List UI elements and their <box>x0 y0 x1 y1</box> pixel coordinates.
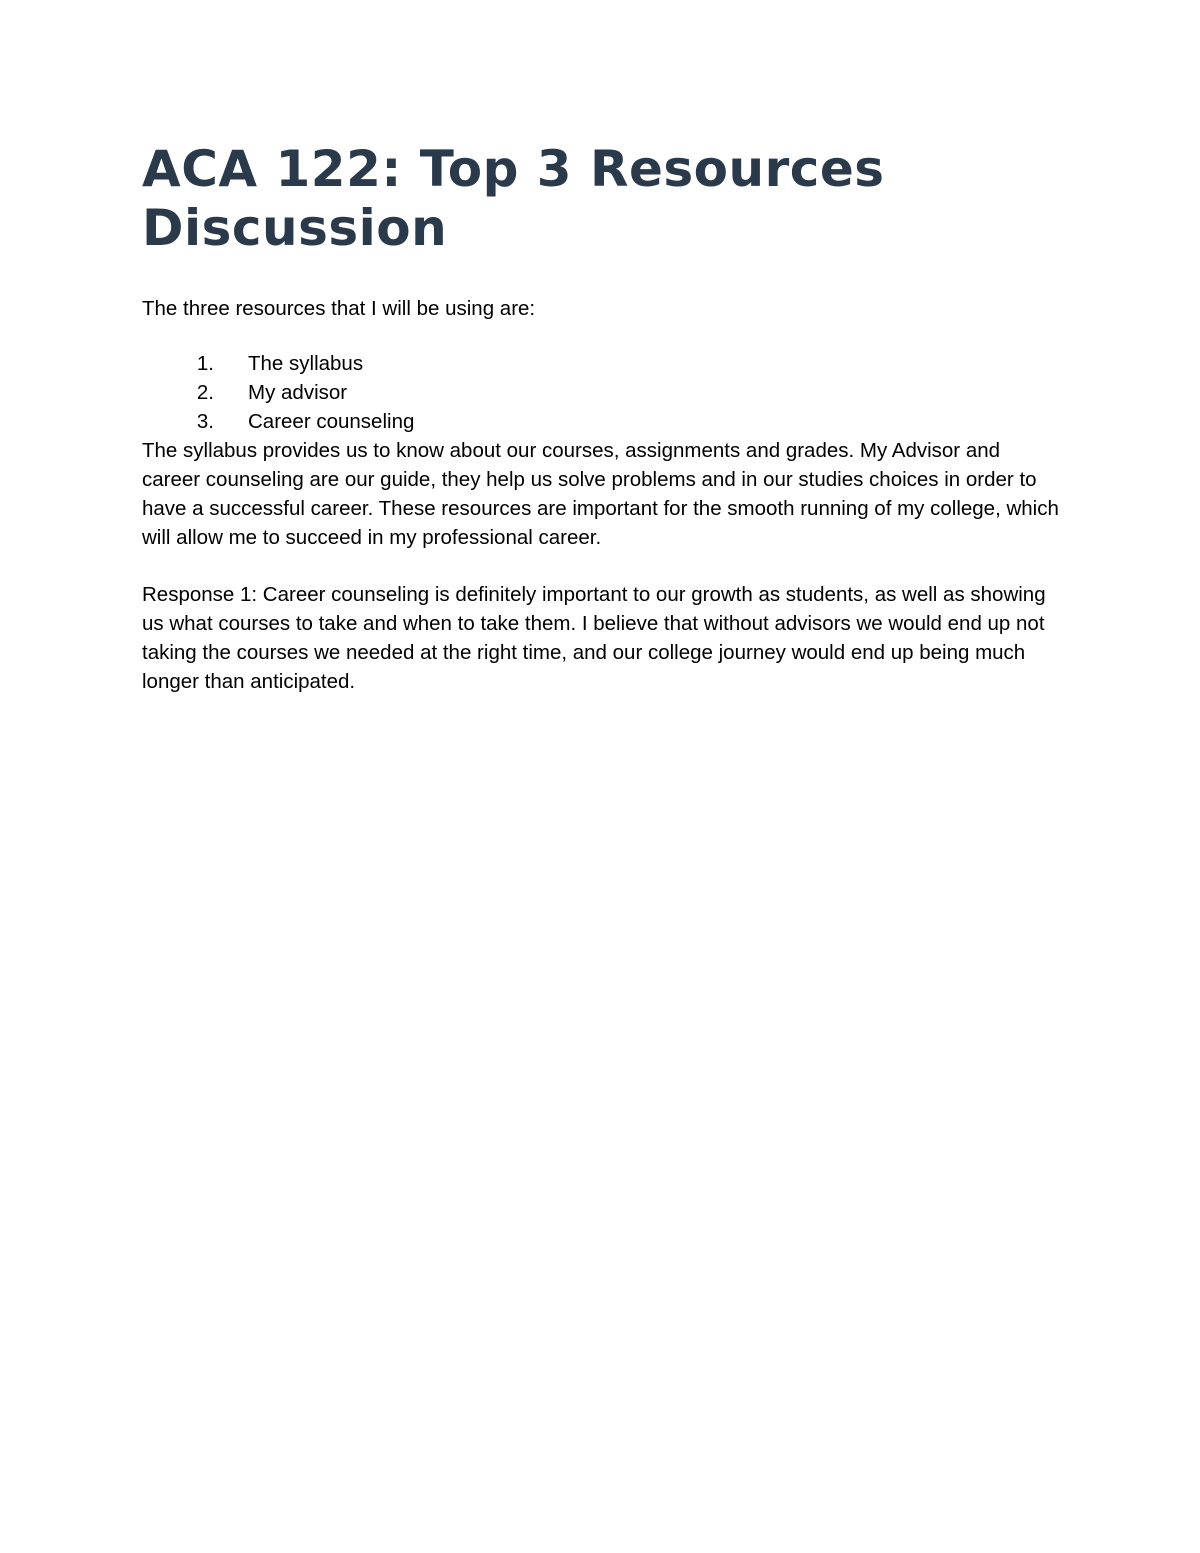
resource-label: The syllabus <box>248 352 364 375</box>
list-number: 2. <box>196 381 214 404</box>
resource-label: My advisor <box>248 381 348 404</box>
resource-item-syllabus <box>142 349 1062 378</box>
response-paragraph: Response 1: Career counseling is definitely important to our growth as students, as well as showing us what courses to take and when to take them. I believe that without advisors we would end up not taking the courses we needed at the right time, and our college journey would end up being much longer than anticipated. <box>142 583 1046 693</box>
resource-label: Career counseling <box>248 410 415 433</box>
list-number: 1. <box>196 352 214 375</box>
body-paragraph: The syllabus provides us to know about our courses, assignments and grades. My Advisor and career counseling are our guide, they help us solve problems and in our studies choices in order to have a successful career. These resources are important for the smooth running of my college, which will allow me to succeed in my professional career. <box>142 439 1059 549</box>
resource-item-advisor <box>142 378 1062 407</box>
document-title: ACA 122: Top 3 Resources Discussion <box>142 140 885 257</box>
resources-list <box>142 349 1062 436</box>
intro-paragraph: The three resources that I will be using are: <box>142 297 536 320</box>
resource-item-career-counseling <box>142 407 1062 436</box>
document-content <box>142 140 1062 696</box>
list-number: 3. <box>196 410 214 433</box>
